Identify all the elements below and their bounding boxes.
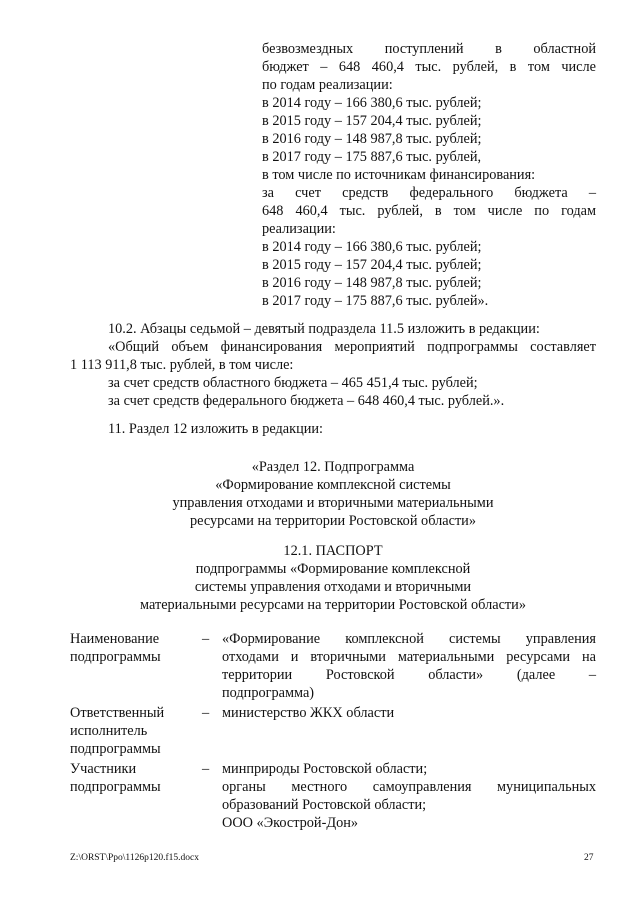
passport-title: 12.1. ПАСПОРТ bbox=[283, 543, 383, 559]
paragraph-line: «Общий объем финансирования мероприятий подпрограммы составляет bbox=[108, 339, 596, 355]
year-line: в 2015 году – 157 204,4 тыс. рублей; bbox=[262, 257, 482, 273]
title-line: «Раздел 12. Подпрограмма bbox=[251, 459, 415, 475]
row-label: подпрограммы bbox=[70, 779, 161, 795]
passport-line: материальными ресурсами на территории Ростовской области» bbox=[140, 597, 526, 613]
row-value: отходами и вторичными материальными ресурсами на bbox=[222, 649, 596, 665]
row-value: ООО «Экострой-Дон» bbox=[222, 815, 359, 831]
paragraph-line: за счет средств областного бюджета – 465 451,4 тыс. рублей; bbox=[108, 375, 478, 391]
row-value: министерство ЖКХ области bbox=[222, 705, 395, 721]
row-label: Ответственный bbox=[70, 705, 165, 721]
page-number: 27 bbox=[584, 853, 594, 863]
row-label: подпрограммы bbox=[70, 741, 161, 757]
title-line: ресурсами на территории Ростовской области» bbox=[190, 513, 476, 529]
row-label: Наименование bbox=[70, 631, 160, 647]
year-line: в 2015 году – 157 204,4 тыс. рублей; bbox=[262, 113, 482, 129]
row-value: территории Ростовской области» (далее – bbox=[222, 667, 596, 683]
section-11-heading: 11. Раздел 12 изложить в редакции: bbox=[108, 421, 324, 437]
text-line: безвозмездных поступлений в областной bbox=[262, 41, 596, 57]
text-line: реализации: bbox=[262, 221, 336, 237]
passport-line: системы управления отходами и вторичными bbox=[194, 579, 472, 595]
row-value: образований Ростовской области; bbox=[222, 797, 427, 813]
row-dash: – bbox=[202, 761, 210, 777]
footer-file-path: Z:\ORST\Ppo\1126p120.f15.docx bbox=[70, 853, 199, 863]
paragraph-line: 1 113 911,8 тыс. рублей, в том числе: bbox=[70, 357, 294, 373]
row-dash: – bbox=[202, 631, 210, 647]
row-value: подпрограмма) bbox=[222, 685, 315, 701]
section-heading: 10.2. Абзацы седьмой – девятый подраздела 11.5 изложить в редакции: bbox=[108, 321, 540, 337]
text-line: по годам реализации: bbox=[262, 77, 393, 93]
year-line: в 2016 году – 148 987,8 тыс. рублей; bbox=[262, 131, 482, 147]
year-line: в 2014 году – 166 380,6 тыс. рублей; bbox=[262, 95, 482, 111]
row-value: минприроды Ростовской области; bbox=[222, 761, 428, 777]
text-line: 648 460,4 тыс. рублей, в том числе по годам bbox=[262, 203, 596, 219]
text-line: в том числе по источникам финансирования: bbox=[262, 167, 536, 183]
title-line: управления отходами и вторичными материальными bbox=[172, 495, 494, 511]
text-line: бюджет – 648 460,4 тыс. рублей, в том числе bbox=[262, 59, 596, 75]
year-line: в 2017 году – 175 887,6 тыс. рублей». bbox=[262, 293, 489, 309]
year-line: в 2016 году – 148 987,8 тыс. рублей; bbox=[262, 275, 482, 291]
row-value: «Формирование комплексной системы управления bbox=[222, 631, 596, 647]
paragraph-line: за счет средств федерального бюджета – 648 460,4 тыс. рублей.». bbox=[108, 393, 505, 409]
row-dash: – bbox=[202, 705, 210, 721]
title-line: «Формирование комплексной системы bbox=[215, 477, 451, 493]
row-label: Участники bbox=[70, 761, 137, 777]
row-label: подпрограммы bbox=[70, 649, 161, 665]
row-label: исполнитель bbox=[70, 723, 148, 739]
year-line: в 2017 году – 175 887,6 тыс. рублей, bbox=[262, 149, 482, 165]
passport-line: подпрограммы «Формирование комплексной bbox=[195, 561, 471, 577]
text-line: за счет средств федерального бюджета – bbox=[262, 185, 596, 201]
row-value: органы местного самоуправления муниципальных bbox=[222, 779, 596, 795]
year-line: в 2014 году – 166 380,6 тыс. рублей; bbox=[262, 239, 482, 255]
